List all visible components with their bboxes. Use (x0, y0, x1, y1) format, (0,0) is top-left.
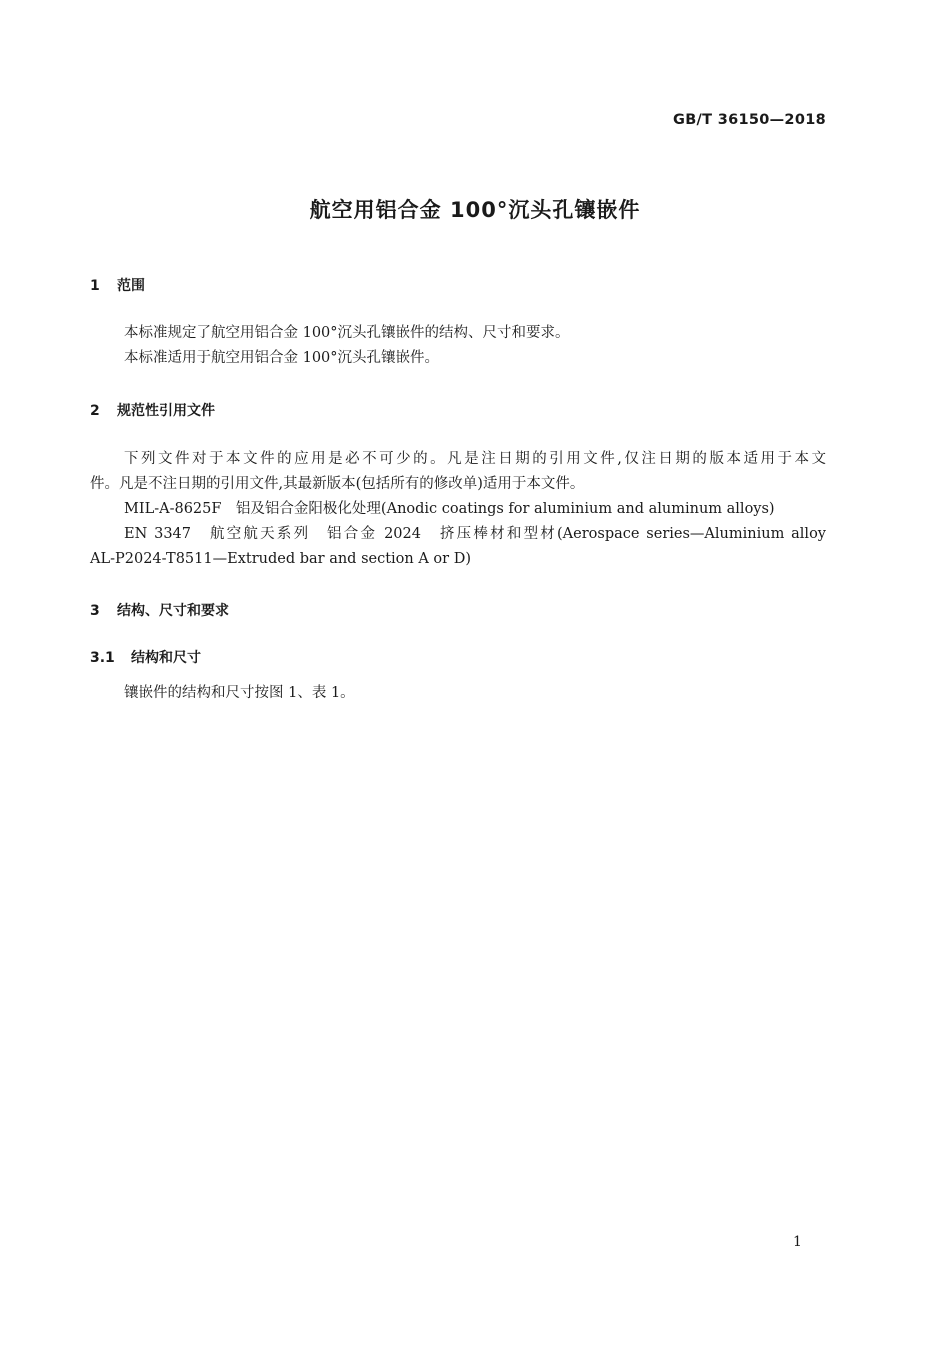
reference-mil-a-8625f: MIL-A-8625F 铝及铝合金阳极化处理(Anodic coatings for aluminium and aluminum alloys) (124, 501, 775, 517)
reference-en-3347-line-1: EN 3347 航空航天系列 铝合金 2024 挤压棒材和型材(Aerospace series—Aluminium alloy (124, 526, 826, 542)
section-2-intro-line-1: 下列文件对于本文件的应用是必不可少的。凡是注日期的引用文件,仅注日期的版本适用于本文 (124, 451, 826, 467)
section-3-1-heading (90, 647, 201, 667)
section-1-paragraph-2: 本标准适用于航空用铝合金 100°沉头孔镶嵌件。 (124, 350, 440, 366)
section-2-number: 2 (90, 403, 100, 419)
section-3-1-title: 结构和尺寸 (131, 650, 201, 666)
section-2-intro-line-2: 件。凡是不注日期的引用文件,其最新版本(包括所有的修改单)适用于本文件。 (90, 476, 585, 492)
section-2-title: 规范性引用文件 (117, 403, 215, 419)
section-1-number: 1 (90, 278, 100, 294)
reference-en-3347-line-2: AL-P2024-T8511—Extruded bar and section A or D) (90, 551, 471, 567)
section-3-number: 3 (90, 603, 100, 619)
section-1-heading (90, 275, 145, 295)
section-1-title: 范围 (117, 278, 145, 294)
section-3-1-number: 3.1 (90, 650, 115, 666)
standard-code: GB/T 36150—2018 (673, 112, 826, 128)
section-2-heading (90, 400, 215, 420)
section-1-paragraph-1: 本标准规定了航空用铝合金 100°沉头孔镶嵌件的结构、尺寸和要求。 (124, 325, 570, 341)
page-number: 1 (793, 1234, 802, 1250)
section-3-1-paragraph: 镶嵌件的结构和尺寸按图 1、表 1。 (124, 685, 355, 701)
document-title: 航空用铝合金 100°沉头孔镶嵌件 (309, 198, 641, 222)
section-3-heading (90, 600, 229, 620)
section-3-title: 结构、尺寸和要求 (117, 603, 229, 619)
